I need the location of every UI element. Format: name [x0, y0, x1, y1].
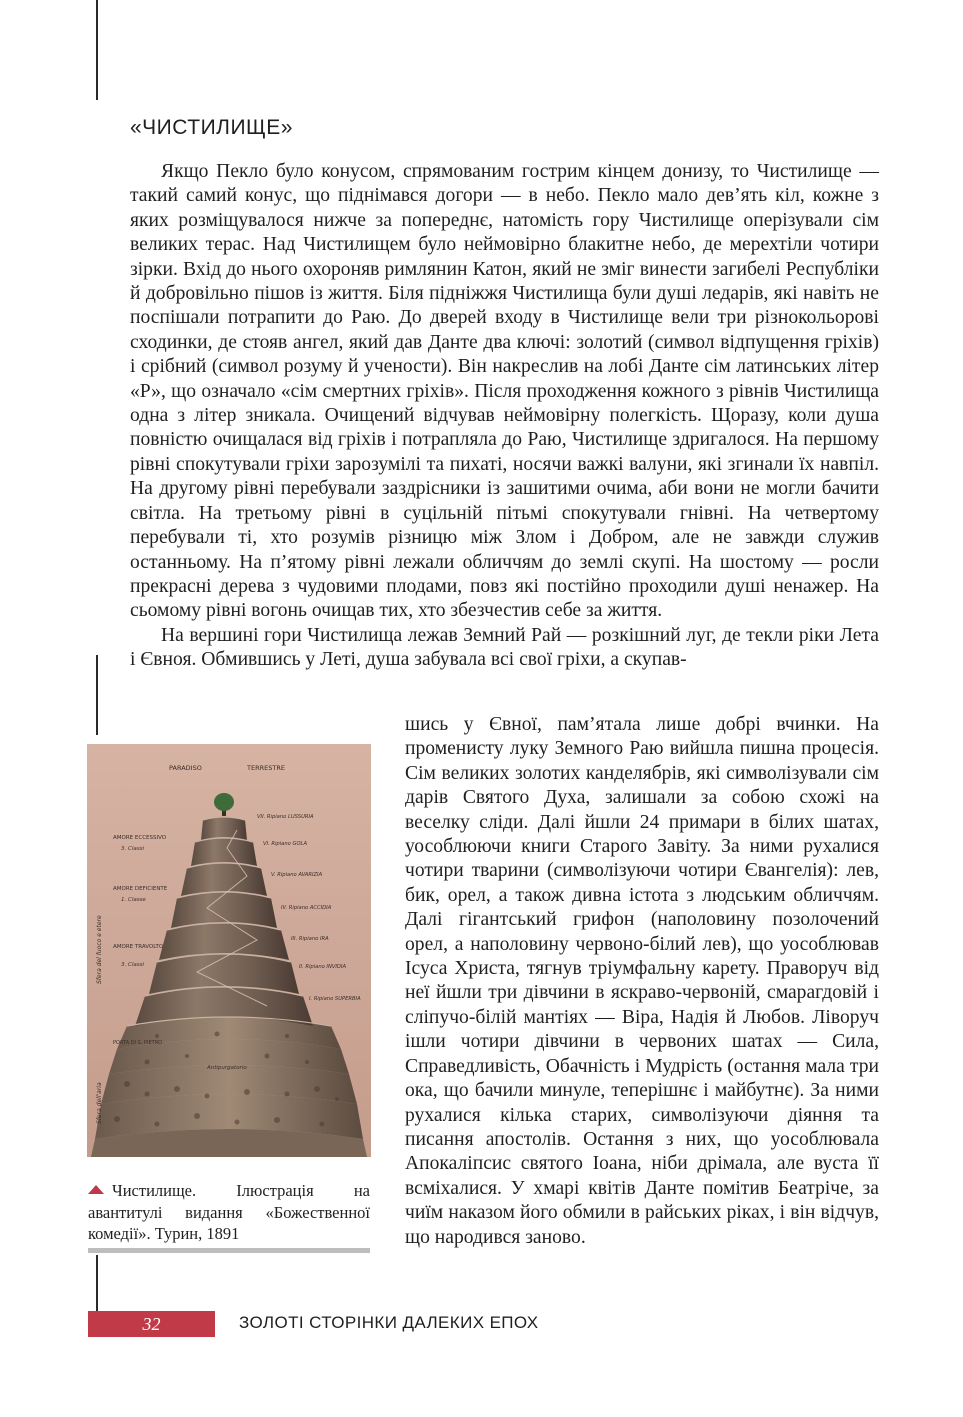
label-amore-travolto: AMORE TRAVOLTO: [113, 944, 164, 950]
paragraph-1: Якщо Пекло було конусом, спрямованим гострим кінцем донизу, то Чистилище — такий самий конус, що піднімався догори — в небо. Пекло мало дев’ять кіл, кожне з яких розміщувалося нижче за попереднє, натомість гору Чистилище оперізували сім великих терас. Над Чистилищем було неймовірно блакитне небо, де мерехтіли чотири зірки. Вхід до нього охороняв римлянин Катон, який не зміг винести загибелі Республіки й добровільно пішов із життя. Біля підніжжя Чистилища були душі ледарів, які навіть не поспішали потрапити до Раю. До дверей входу в Чистилище вели три різнокольорові сходинки, де стояв ангел, який дав Данте два ключі: золотий (символ відпущення гріхів) і срібний (символ розуму й учености). Він накреслив на лобі Данте сім латинських літер «Р», що означало «сім смертних гріхів». Після проходження кожного з рівнів Чистилища одна з літер зникала. Очищений відчував неймовірну полегкість. Щоразу, коли душа повністю очищалася від гріхів і потрапляла до Раю, Чистилище здригалося. На першому рівні спокутували гріхи зарозумілі та пихаті, носячи важкі валуни, які згинали їх навпіл. На другому рівні перебували заздрісники із зашитими очима, аби вони не могли бачити світла. На третьому рівні в суцільній пітьмі спокутували гнівні. На четвертому перебували ті, хто розумів різницю між Злом і Добром, але не завжди служив останньому. На п’ятому рівні лежали обличчям до землі скупі. На шостому — росли прекрасні дерева з чудовими плодами, повз які постійно проходили душі ненажер. На сьомому рівні вогонь очищав тих, хто збезчестив себе за життя.: [130, 161, 879, 622]
label-paradiso: PARADISO: [169, 764, 202, 772]
label-terrace-6: VI. Ripiano GOLA: [263, 841, 307, 847]
label-terrace-4: IV. Ripiano ACCIDIA: [281, 905, 332, 911]
label-amore-travolto-sub: 3. Classi: [121, 962, 144, 968]
label-terrace-7: VII. Ripiano LUSSURIA: [257, 814, 314, 820]
page-number: 32: [142, 1314, 161, 1334]
label-terrace-5: V. Ripiano AVARIZIA: [271, 872, 323, 878]
caption-rule: [88, 1248, 370, 1253]
running-head: ЗОЛОТІ СТОРІНКИ ДАЛЕКИХ ЕПОХ: [239, 1313, 539, 1332]
column-text: [405, 713, 879, 1250]
label-amore-eccessivo: AMORE ECCESSIVO: [113, 835, 167, 841]
label-sfera-aria: Sfera dell'aria: [96, 1082, 103, 1124]
label-terrace-2: II. Ripiano INVIDIA: [299, 964, 346, 970]
label-amore-eccessivo-sub: 3. Classi: [121, 846, 144, 852]
label-porta: PORTA DI S. PIETRO: [113, 1040, 163, 1046]
main-text: [130, 160, 879, 673]
label-amore-deficiente: AMORE DEFICIENTE: [113, 886, 168, 892]
label-antipurgatorio: Antipurgatorio: [207, 1065, 247, 1071]
purgatory-mountain-image: [87, 744, 371, 1157]
margin-rule-top: [96, 0, 98, 100]
caption-text: Чистилище. Ілюстрація на авантитулі видання «Божественної комедії». Турин, 1891: [88, 1181, 370, 1243]
figure-caption: [88, 1180, 370, 1245]
triangle-marker-icon: [88, 1185, 104, 1194]
paragraph-2: На вершині гори Чистилища лежав Земний Рай — розкішний луг, де текли ріки Лета і Євноя. Обмившись у Леті, душа забувала всі свої гріхи, а скупав-: [130, 624, 879, 671]
section-title: «ЧИСТИЛИЩЕ»: [130, 116, 293, 139]
label-terrace-3: III. Ripiano IRA: [291, 936, 329, 942]
margin-rule-bottom: [96, 1255, 98, 1315]
margin-rule-middle: [96, 655, 98, 735]
label-amore-deficiente-sub: 1. Classe: [121, 897, 146, 903]
paragraph-3: шись у Євної, пам’ятала лише добрі вчинки. На променисту луку Земного Раю вийшла пишна процесія. Сім великих золотих канделябрів, які символізували сім дарів Святого Духа, залишали за собою схожі на веселку сліди. Далі йшли 24 примари в білих шатах, уособлюючи книги Старого Завіту. За ними рухалися чотири тварини (символізуючи чотири Євангелія): лев, бик, орел, а також дивна істота з людським обличчям. Далі гігантський грифон (наполовину позолочений орел, а наполовину червоно-білий лев), що уособлював Ісуса Христа, тягнув тріумфальну карету. Праворуч від неї йшли три дівчини в яскраво-червоній, смарагдовій і сліпучо-білій мантіях — Віра, Надія й Любов. Ліворуч ішли чотири дівчини в червоних шатах — Сила, Справедливість, Обачність і Мудрість (остання мала три ока, що бачили минуле, теперішнє і майбутнє). За ними рухалися кілька старих, символізуючи діяння та писання апостолів. Остання з них, що уособлювала Апокаліпсис святого Іоана, ніби дрімала, але вуста її всміхалися. У хмарі квітів Данте помітив Беатріче, за чиїм наказом його обмили в райських ріках, і він відчув, що народився заново.: [405, 714, 879, 1248]
label-sfera-fuoco: Sfera del fuoco e etere: [96, 915, 103, 984]
label-terrestre: TERRESTRE: [247, 764, 285, 772]
purgatory-illustration: [87, 744, 371, 1157]
label-terrace-1: I. Ripiano SUPERBIA: [309, 996, 361, 1002]
